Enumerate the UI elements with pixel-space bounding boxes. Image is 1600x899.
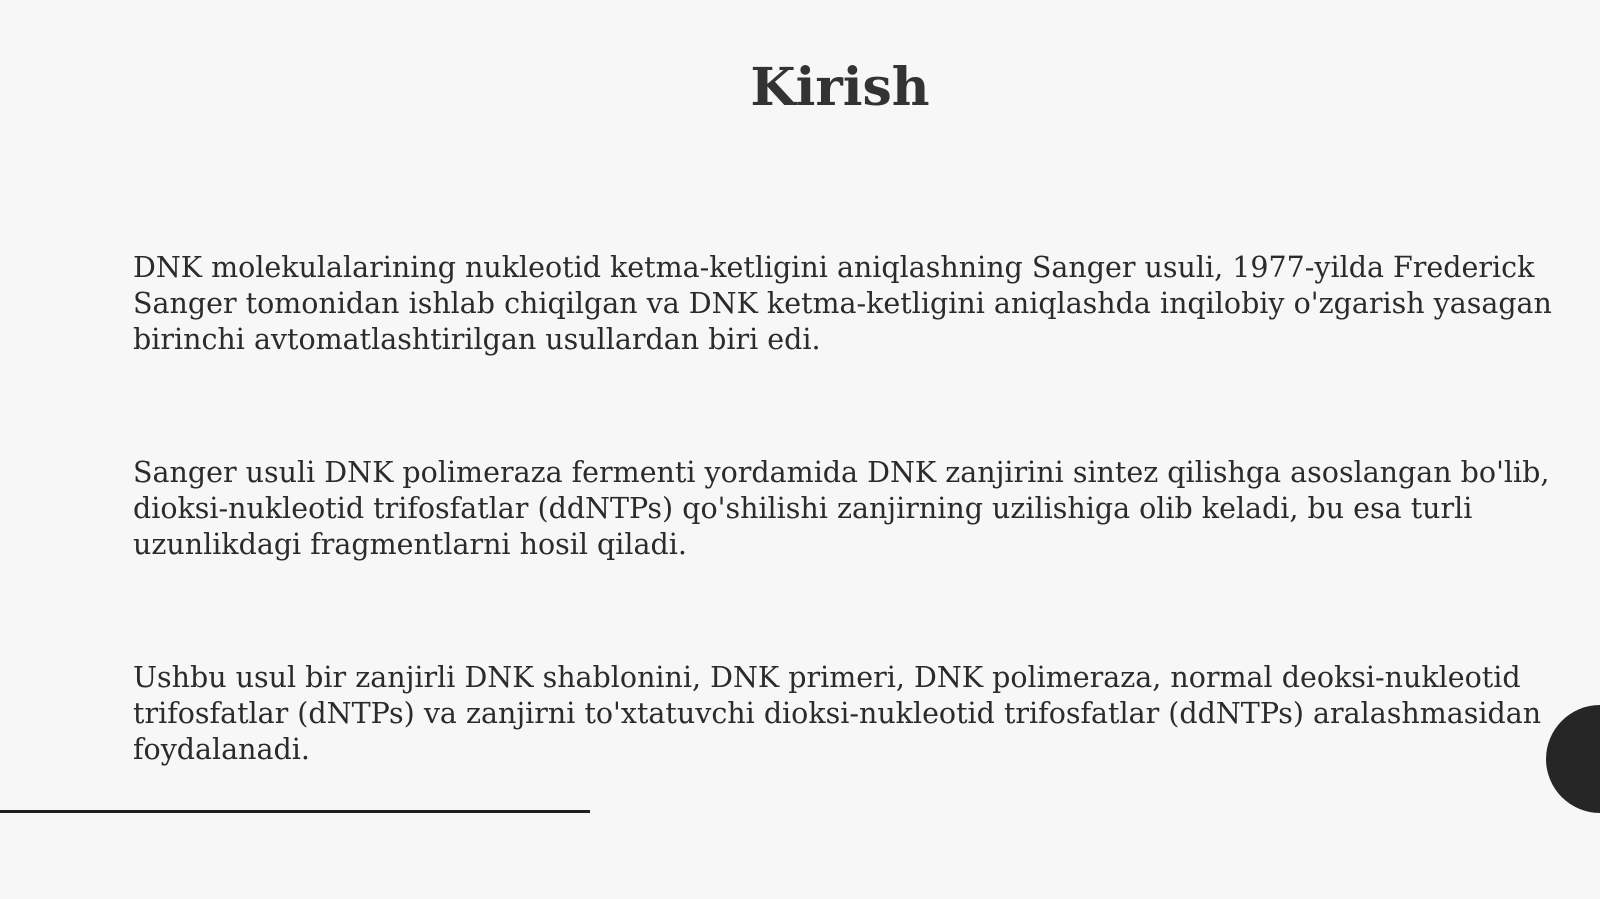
slide-title: Kirish (750, 57, 930, 118)
decorative-circle (1546, 705, 1600, 813)
paragraph-intro: DNK molekulalarining nukleotid ketma-ketligini aniqlashning Sanger usuli, 1977-yilda Frederick Sanger tomonidan ishlab chiqilgan va DNK ketma-ketligini aniqlashda inqilobiy o'zgarish yasagan birinchi avtomatlashtirilgan usullardan biri edi. (133, 251, 1552, 356)
decorative-rule (0, 810, 590, 813)
paragraph-components: Ushbu usul bir zanjirli DNK shablonini, DNK primeri, DNK polimeraza, normal deoksi-nukleotid trifosfatlar (dNTPs) va zanjirni to'xtatuvchi dioksi-nukleotid trifosfatlar (ddNTPs) aralashmasidan foydalanadi. (133, 661, 1542, 766)
slide-body (133, 250, 1553, 768)
paragraph-method: Sanger usuli DNK polimeraza fermenti yordamida DNK zanjirini sintez qilishga asoslangan bo'lib, dioksi-nukleotid trifosfatlar (ddNTPs) qo'shilishi zanjirning uzilishiga olib keladi, bu esa turli uzunlikdagi fragmentlarni hosil qiladi. (133, 456, 1550, 561)
